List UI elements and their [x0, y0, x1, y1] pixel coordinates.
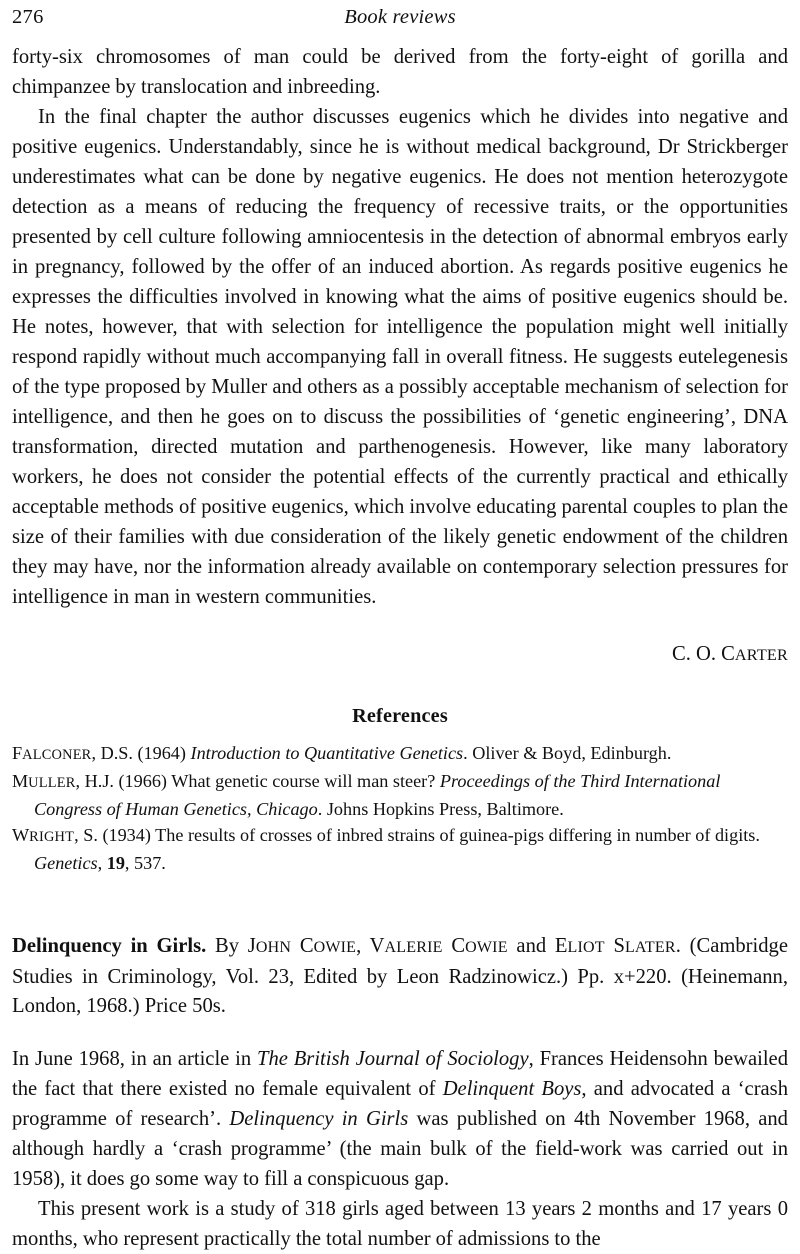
signature-surname: CARTER — [721, 643, 788, 665]
reference-title: Proceedings of the Third International Congress of Human Genetics, Chicago — [34, 771, 721, 819]
review-author: SLATER — [613, 935, 676, 957]
italic-title: Delinquent Boys — [442, 1077, 582, 1100]
running-head — [12, 0, 788, 42]
page-number: 276 — [12, 6, 44, 28]
review-headnote: Delinquency in Girls. By JOHN COWIE, VALERIE COWIE and ELIOT SLATER. (Cambridge Studies in Criminology, Vol. 23, Edited by Leon Radzinowicz.) Pp. x+220. (Heinemann, London, 1968.) Price 50s. — [12, 935, 788, 1017]
reference-volume: 19 — [106, 853, 125, 873]
reference-item: WRIGHT, S. (1934) The results of crosses of inbred strains of guinea-pigs differing in number of digits. Genetics, 19, 537. — [12, 825, 760, 873]
references-list — [12, 740, 788, 876]
review-author: COWIE — [299, 935, 357, 957]
review-book-title: Delinquency in Girls. — [12, 935, 207, 957]
review-author: ELIOT — [554, 935, 605, 957]
reference-item: MULLER, H.J. (1966) What genetic course will man steer? Proceedings of the Third International Congress of Human Genetics, Chicago. Johns Hopkins Press, Baltimore. — [12, 771, 721, 819]
reference-title: Introduction to Quantitative Genetics — [190, 743, 464, 763]
reviewer-signature: C. O. CARTER — [671, 643, 788, 665]
reference-author: MULLER — [12, 771, 76, 791]
italic-title: The British Journal of Sociology — [257, 1047, 529, 1070]
paragraph: In June 1968, in an article in The British Journal of Sociology, Frances Heidensohn bewailed the fact that there existed no female equivalent of Delinquent Boys, and advocated a ‘crash programme of research’. Delinquency in Girls was published on 4th November 1968, and although hardly a ‘crash programme’ (the main bulk of the field-work was carried out in 1958), it does go some way to fill a conspicuous gap. — [12, 1047, 788, 1190]
paragraph: forty-six chromosomes of man could be derived from the forty-eight of gorilla and chimpanzee by translocation and inbreeding. — [12, 46, 788, 98]
reference-item: FALCONER, D.S. (1964) Introduction to Quantitative Genetics. Oliver & Boyd, Edinburgh. — [12, 743, 672, 763]
reference-author: FALCONER — [12, 743, 92, 763]
article-body — [12, 42, 788, 612]
references-heading: References — [352, 705, 448, 727]
reference-author: WRIGHT — [12, 825, 75, 845]
paragraph: This present work is a study of 318 girls aged between 13 years 2 months and 17 years 0 months, who represent practically the total number of admissions to the — [12, 1197, 788, 1250]
review-author: VALERIE — [369, 935, 443, 957]
review-author: JOHN — [247, 935, 292, 957]
paragraph: In the final chapter the author discusses eugenics which he divides into negative and positive eugenics. Understandably, since he is without medical background, Dr Strickberger underestimates what can be done by negative eugenics. He does not mention heterozygote detection as a means of reducing the frequency of recessive traits, or the opportunities presented by cell culture following amniocentesis in the detection of abnormal embryos early in pregnancy, followed by the offer of an induced abortion. As regards positive eugenics he expresses the difficulties involved in knowing what the aims of positive eugenics should be. He notes, however, that with selection for intelligence the population might well initially respond rapidly without much accompanying fall in overall fitness. He suggests eutelegenesis of the type proposed by Muller and others as a possibly acceptable mechanism of selection for intelligence, and then he goes on to discuss the possibilities of ‘genetic engineering’, DNA transformation, directed mutation and parthenogenesis. However, like many laboratory workers, he does not consider the potential effects of the currently practical and ethically acceptable methods of positive eugenics, which involve educating parental couples to plan the size of their families with due consideration of the likely genetic endowment of the children they may have, nor the information already available on contemporary selection pressures for intelligence in man in western communities. — [12, 106, 788, 608]
italic-title: Delinquency in Girls — [229, 1107, 409, 1130]
page-content-column — [12, 0, 788, 1254]
review-body — [12, 1044, 788, 1254]
review-author: COWIE — [451, 935, 508, 957]
running-head-title: Book reviews — [344, 6, 456, 28]
reference-title: Genetics — [34, 853, 98, 873]
